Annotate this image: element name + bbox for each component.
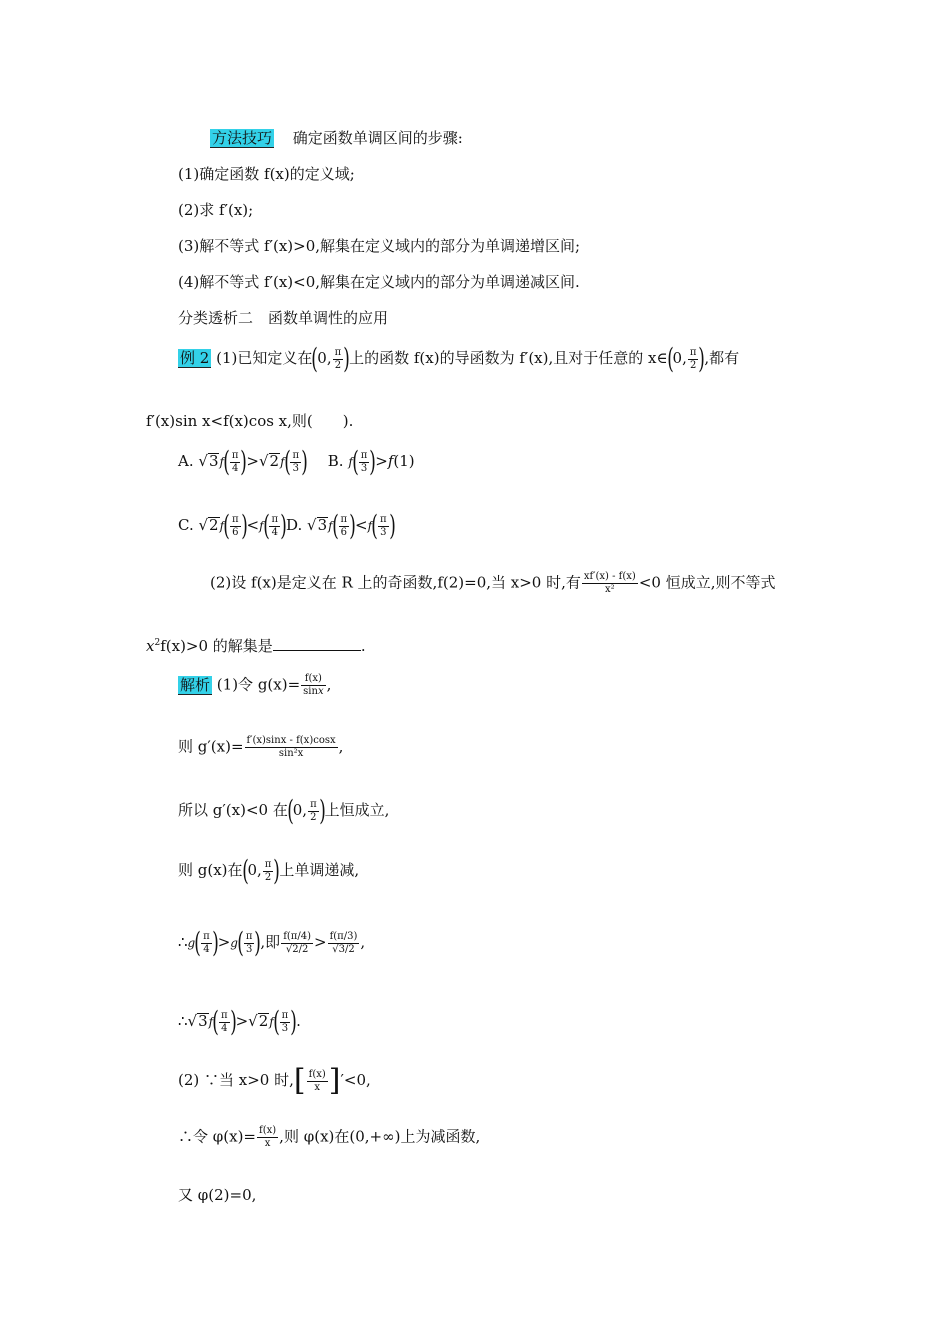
method-step: (2)求 f′(x); bbox=[178, 201, 254, 219]
solution-text: ′<0, bbox=[340, 1071, 371, 1089]
example-part-2: (2)设 f(x)是定义在 R 上的奇函数,f(2)=0,当 x>0 时,有 $\frac{xf'(x) - f(x)}{\text{x²}}$ <0 恒成立,则不等式 bbox=[210, 571, 776, 595]
example-text: 上的函数 f(x)的导函数为 f′(x),且对于任意的 x∈ bbox=[349, 349, 668, 367]
solution-line-1: 解析 (1)令 g(x)= $\frac{f(x)}{\sin x}$ , bbox=[180, 673, 332, 697]
solution-text: 上恒成立, bbox=[324, 801, 390, 819]
solution-text: 上单调递减, bbox=[279, 861, 360, 879]
solution-text: ∴ bbox=[178, 1012, 188, 1030]
section-title: 分类透析二 函数单调性的应用 bbox=[178, 309, 389, 327]
solution-line-7: (2) ∵当 x>0 时,[ $\frac{f(x)}{x}$ ]′<0, bbox=[178, 1063, 371, 1098]
example-part-2-line-2: $x^2f(x)>0$ 的解集是 . bbox=[146, 637, 366, 655]
solution-text: 所以 g′(x)<0 在 bbox=[178, 801, 288, 819]
method-tag: 方法技巧 bbox=[212, 129, 273, 147]
options-ab: A. √3f( $\frac{\pi}{4}$ )>√2f( $\frac{\pi}{3}$ ) B. f( $\frac{\pi}{3}$ )>f(1) bbox=[178, 445, 415, 478]
options-cd: C. √2f( $\frac{\pi}{6}$ )<f( $\frac{\pi}{4}$ )D. √3f( $\frac{\pi}{6}$ )<f( $\frac{\pi}{3}$ ) bbox=[178, 509, 396, 542]
example-text: (1)已知定义在 bbox=[216, 349, 313, 367]
example-text: <0 恒成立,则不等式 bbox=[638, 573, 776, 592]
example-text: ,都有 bbox=[704, 349, 740, 367]
solution-line-6: ∴√3f( $\frac{\pi}{4}$ )>√2f( $\frac{\pi}{3}$ ). bbox=[178, 1005, 301, 1038]
answer-blank bbox=[273, 636, 361, 651]
solution-text: 则 g′(x)= bbox=[178, 737, 244, 756]
method-title: 确定函数单调区间的步骤: bbox=[292, 129, 463, 147]
solution-text: ,则 φ(x)在(0,+∞)上为减函数, bbox=[279, 1127, 481, 1146]
solution-line-3: 所以 g′(x)<0 在(0, $\frac{\pi}{2}$ )上恒成立, bbox=[178, 794, 390, 827]
option-d-label: D. bbox=[285, 516, 303, 534]
option-b-label: B. bbox=[327, 452, 344, 470]
example-text: . bbox=[360, 637, 366, 655]
option-a-label: A. bbox=[178, 452, 194, 470]
method-step: (3)解不等式 f′(x)>0,解集在定义域内的部分为单调递增区间; bbox=[178, 237, 581, 255]
solution-text: ∴ bbox=[178, 933, 188, 951]
example-line-2: f′(x)sin x<f(x)cos x,则( ). bbox=[146, 412, 354, 430]
method-step: (4)解不等式 f′(x)<0,解集在定义域内的部分为单调递减区间. bbox=[178, 273, 580, 291]
method-heading bbox=[210, 127, 463, 149]
example-text: (2)设 f(x)是定义在 R 上的奇函数,f(2)=0,当 x>0 时,有 bbox=[210, 573, 581, 592]
solution-text: ,即 bbox=[260, 933, 281, 951]
method-step: (1)确定函数 f(x)的定义域; bbox=[178, 165, 355, 183]
solution-text: (2) ∵当 x>0 时, bbox=[178, 1071, 294, 1089]
solution-line-5: ∴g( $\frac{\pi}{4}$ )>g( $\frac{\pi}{3}$ ),即 $\frac{f(\pi/4)}{√2/2}$ > $\frac{f(\pi/3)}{√3/2}$ , bbox=[178, 926, 366, 959]
example-line-1: 例 2 (1)已知定义在(0, $\frac{\pi}{2}$ )上的函数 f(x)的导函数为 f′(x),且对于任意的 x∈(0, $\frac{\pi}{2}$ ),都有 bbox=[180, 342, 740, 375]
solution-text: (1)令 g(x)= bbox=[216, 675, 301, 694]
solution-tag: 解析 bbox=[180, 675, 211, 694]
example-tag: 例 2 bbox=[180, 349, 210, 367]
solution-text: 则 g(x)在 bbox=[178, 861, 243, 879]
solution-text: ∴令 φ(x)= bbox=[178, 1127, 257, 1146]
solution-line-2: 则 g′(x)= $\frac{f'(x)\sin x - f(x)\cos x}{\text{sin²x}}$ , bbox=[178, 735, 344, 759]
solution-line-4: 则 g(x)在(0, $\frac{\pi}{2}$ )上单调递减, bbox=[178, 854, 360, 887]
solution-line-9: 又 φ(2)=0, bbox=[178, 1186, 257, 1204]
option-c-label: C. bbox=[178, 516, 194, 534]
example-text: f(x)>0 的解集是 bbox=[160, 637, 273, 655]
solution-line-8: ∴令 φ(x)= $\frac{f(x)}{x}$ ,则 φ(x)在(0,+∞)上为减函数, bbox=[178, 1125, 481, 1149]
